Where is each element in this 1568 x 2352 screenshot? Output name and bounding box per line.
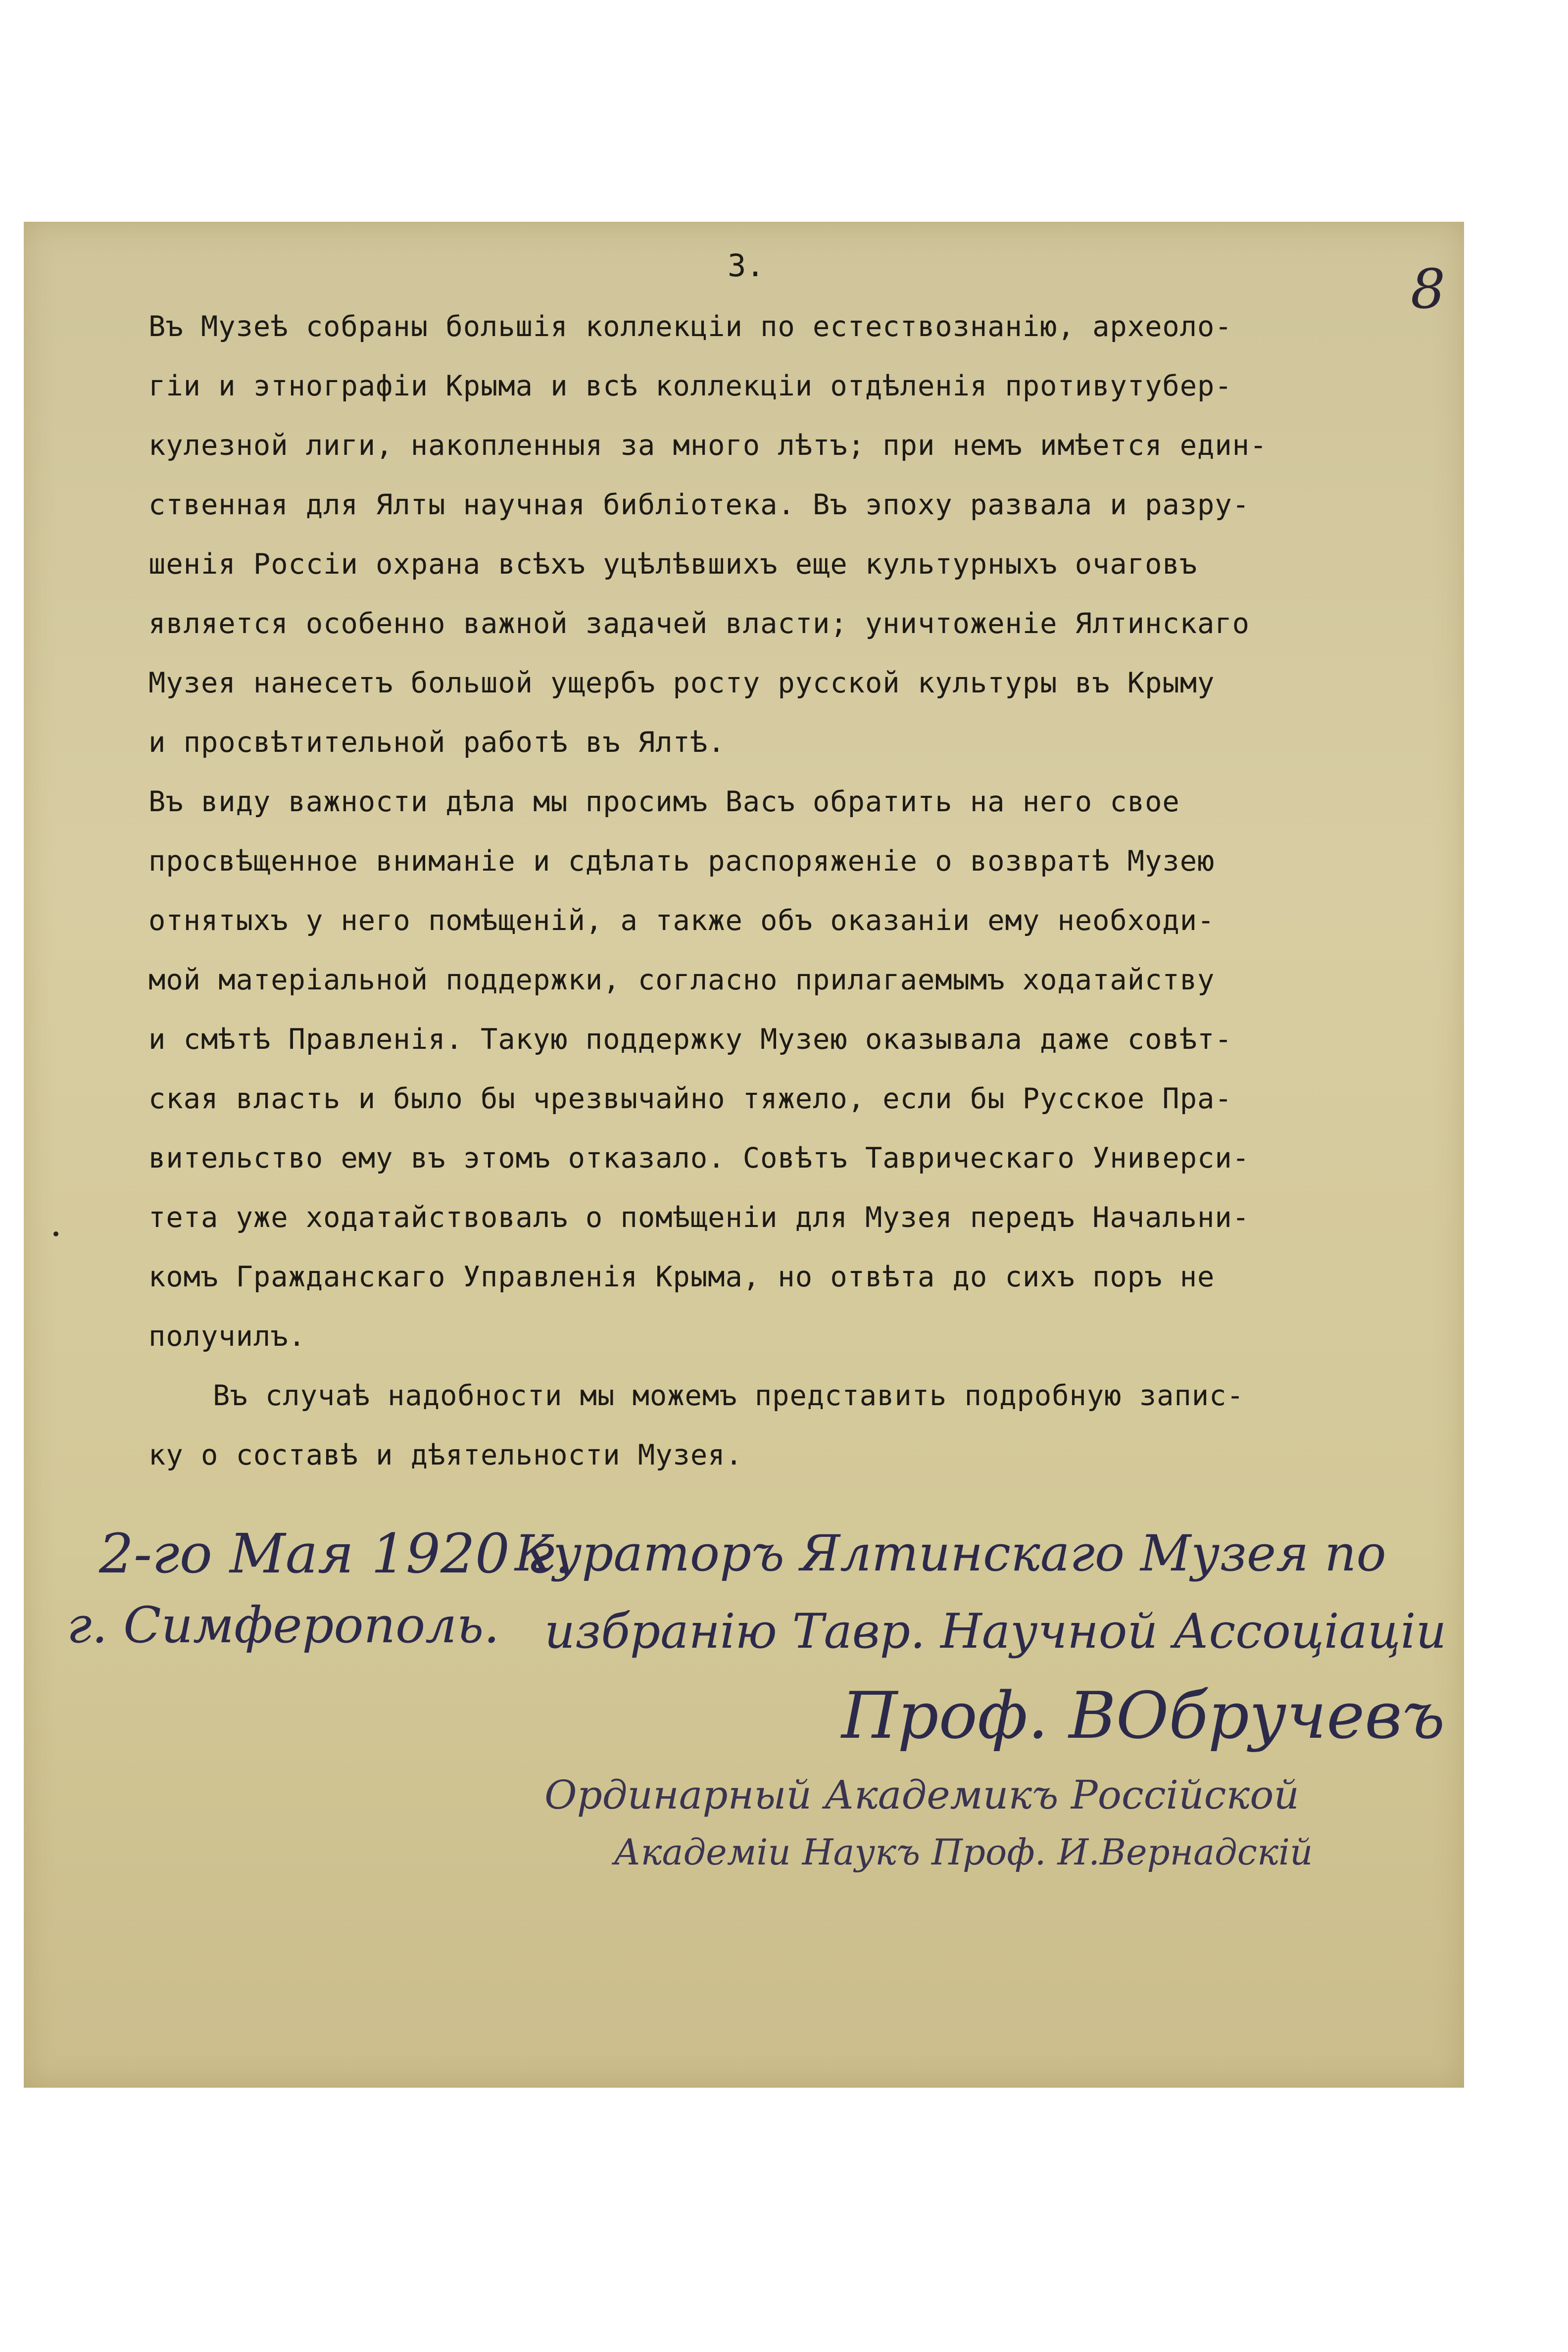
text-line: Въ случаѣ надобности мы можемъ представить подробную запис- xyxy=(213,1379,1244,1412)
text-line: просвѣщенное вниманіе и сдѣлать распоряженіе о возвратѣ Музею xyxy=(148,845,1215,878)
text-line: и смѣтѣ Правленія. Такую поддержку Музею оказывала даже совѣт- xyxy=(148,1023,1232,1056)
handwritten-signature: Проф. ВОбручевъ xyxy=(841,1678,1445,1753)
handwritten-place: г. Симферополь. xyxy=(67,1596,500,1654)
text-line: вительство ему въ этомъ отказало. Совѣтъ Таврическаго Универси- xyxy=(148,1142,1250,1175)
text-line: ская власть и было бы чрезвычайно тяжело, если бы Русское Пра- xyxy=(148,1082,1232,1115)
text-line: мой матеріальной поддержки, согласно прилагаемымъ ходатайству xyxy=(148,964,1215,996)
text-line: получилъ. xyxy=(148,1320,306,1353)
text-line: отнятыхъ у него помѣщеній, а также объ оказаніи ему необходи- xyxy=(148,904,1215,937)
text-line: и просвѣтительной работѣ въ Ялтѣ. xyxy=(148,726,726,759)
text-line: тета уже ходатайствовалъ о помѣщеніи для Музея передъ Начальни- xyxy=(148,1201,1250,1234)
text-line: Музея нанесетъ большой ущербъ росту русской культуры въ Крыму xyxy=(148,667,1215,699)
handwritten-date: 2-го Мая 1920 г. xyxy=(99,1522,572,1585)
archive-folio-number: 8 xyxy=(1411,257,1445,321)
text-line: шенія Россіи охрана всѣхъ уцѣлѣвшихъ еще культурныхъ очаговъ xyxy=(148,548,1198,581)
text-line: ственная для Ялты научная библіотека. Въ эпоху развала и разру- xyxy=(148,489,1250,521)
margin-mark xyxy=(53,1231,58,1236)
text-line: является особенно важной задачей власти; уничтоженіе Ялтинскаго xyxy=(148,607,1250,640)
handwritten-academician-line-2: Академіи Наукъ Проф. И.Вернадскій xyxy=(614,1831,1313,1873)
handwritten-curator-line-1: Кураторъ Ялтинскаго Музея по xyxy=(515,1524,1386,1582)
text-line: комъ Гражданскаго Управленія Крыма, но отвѣта до сихъ поръ не xyxy=(148,1261,1215,1293)
handwritten-academician-line-1: Ординарный Академикъ Россійской xyxy=(544,1772,1299,1818)
text-line: гіи и этнографіи Крыма и всѣ коллекціи отдѣленія противутубер- xyxy=(148,370,1232,402)
typed-letter-body xyxy=(148,297,1445,1485)
text-line: Въ Музеѣ собраны большія коллекціи по естествознанію, археоло- xyxy=(148,310,1232,343)
handwritten-curator-line-2: избранію Тавр. Научной Ассоціаціи xyxy=(544,1604,1447,1659)
page-number: 3. xyxy=(728,247,765,284)
text-line: кулезной лиги, накопленныя за много лѣтъ; при немъ имѣется един- xyxy=(148,429,1268,462)
text-line: Въ виду важности дѣла мы просимъ Васъ обратить на него свое xyxy=(148,785,1180,818)
text-line: ку о составѣ и дѣятельности Музея. xyxy=(148,1439,743,1471)
